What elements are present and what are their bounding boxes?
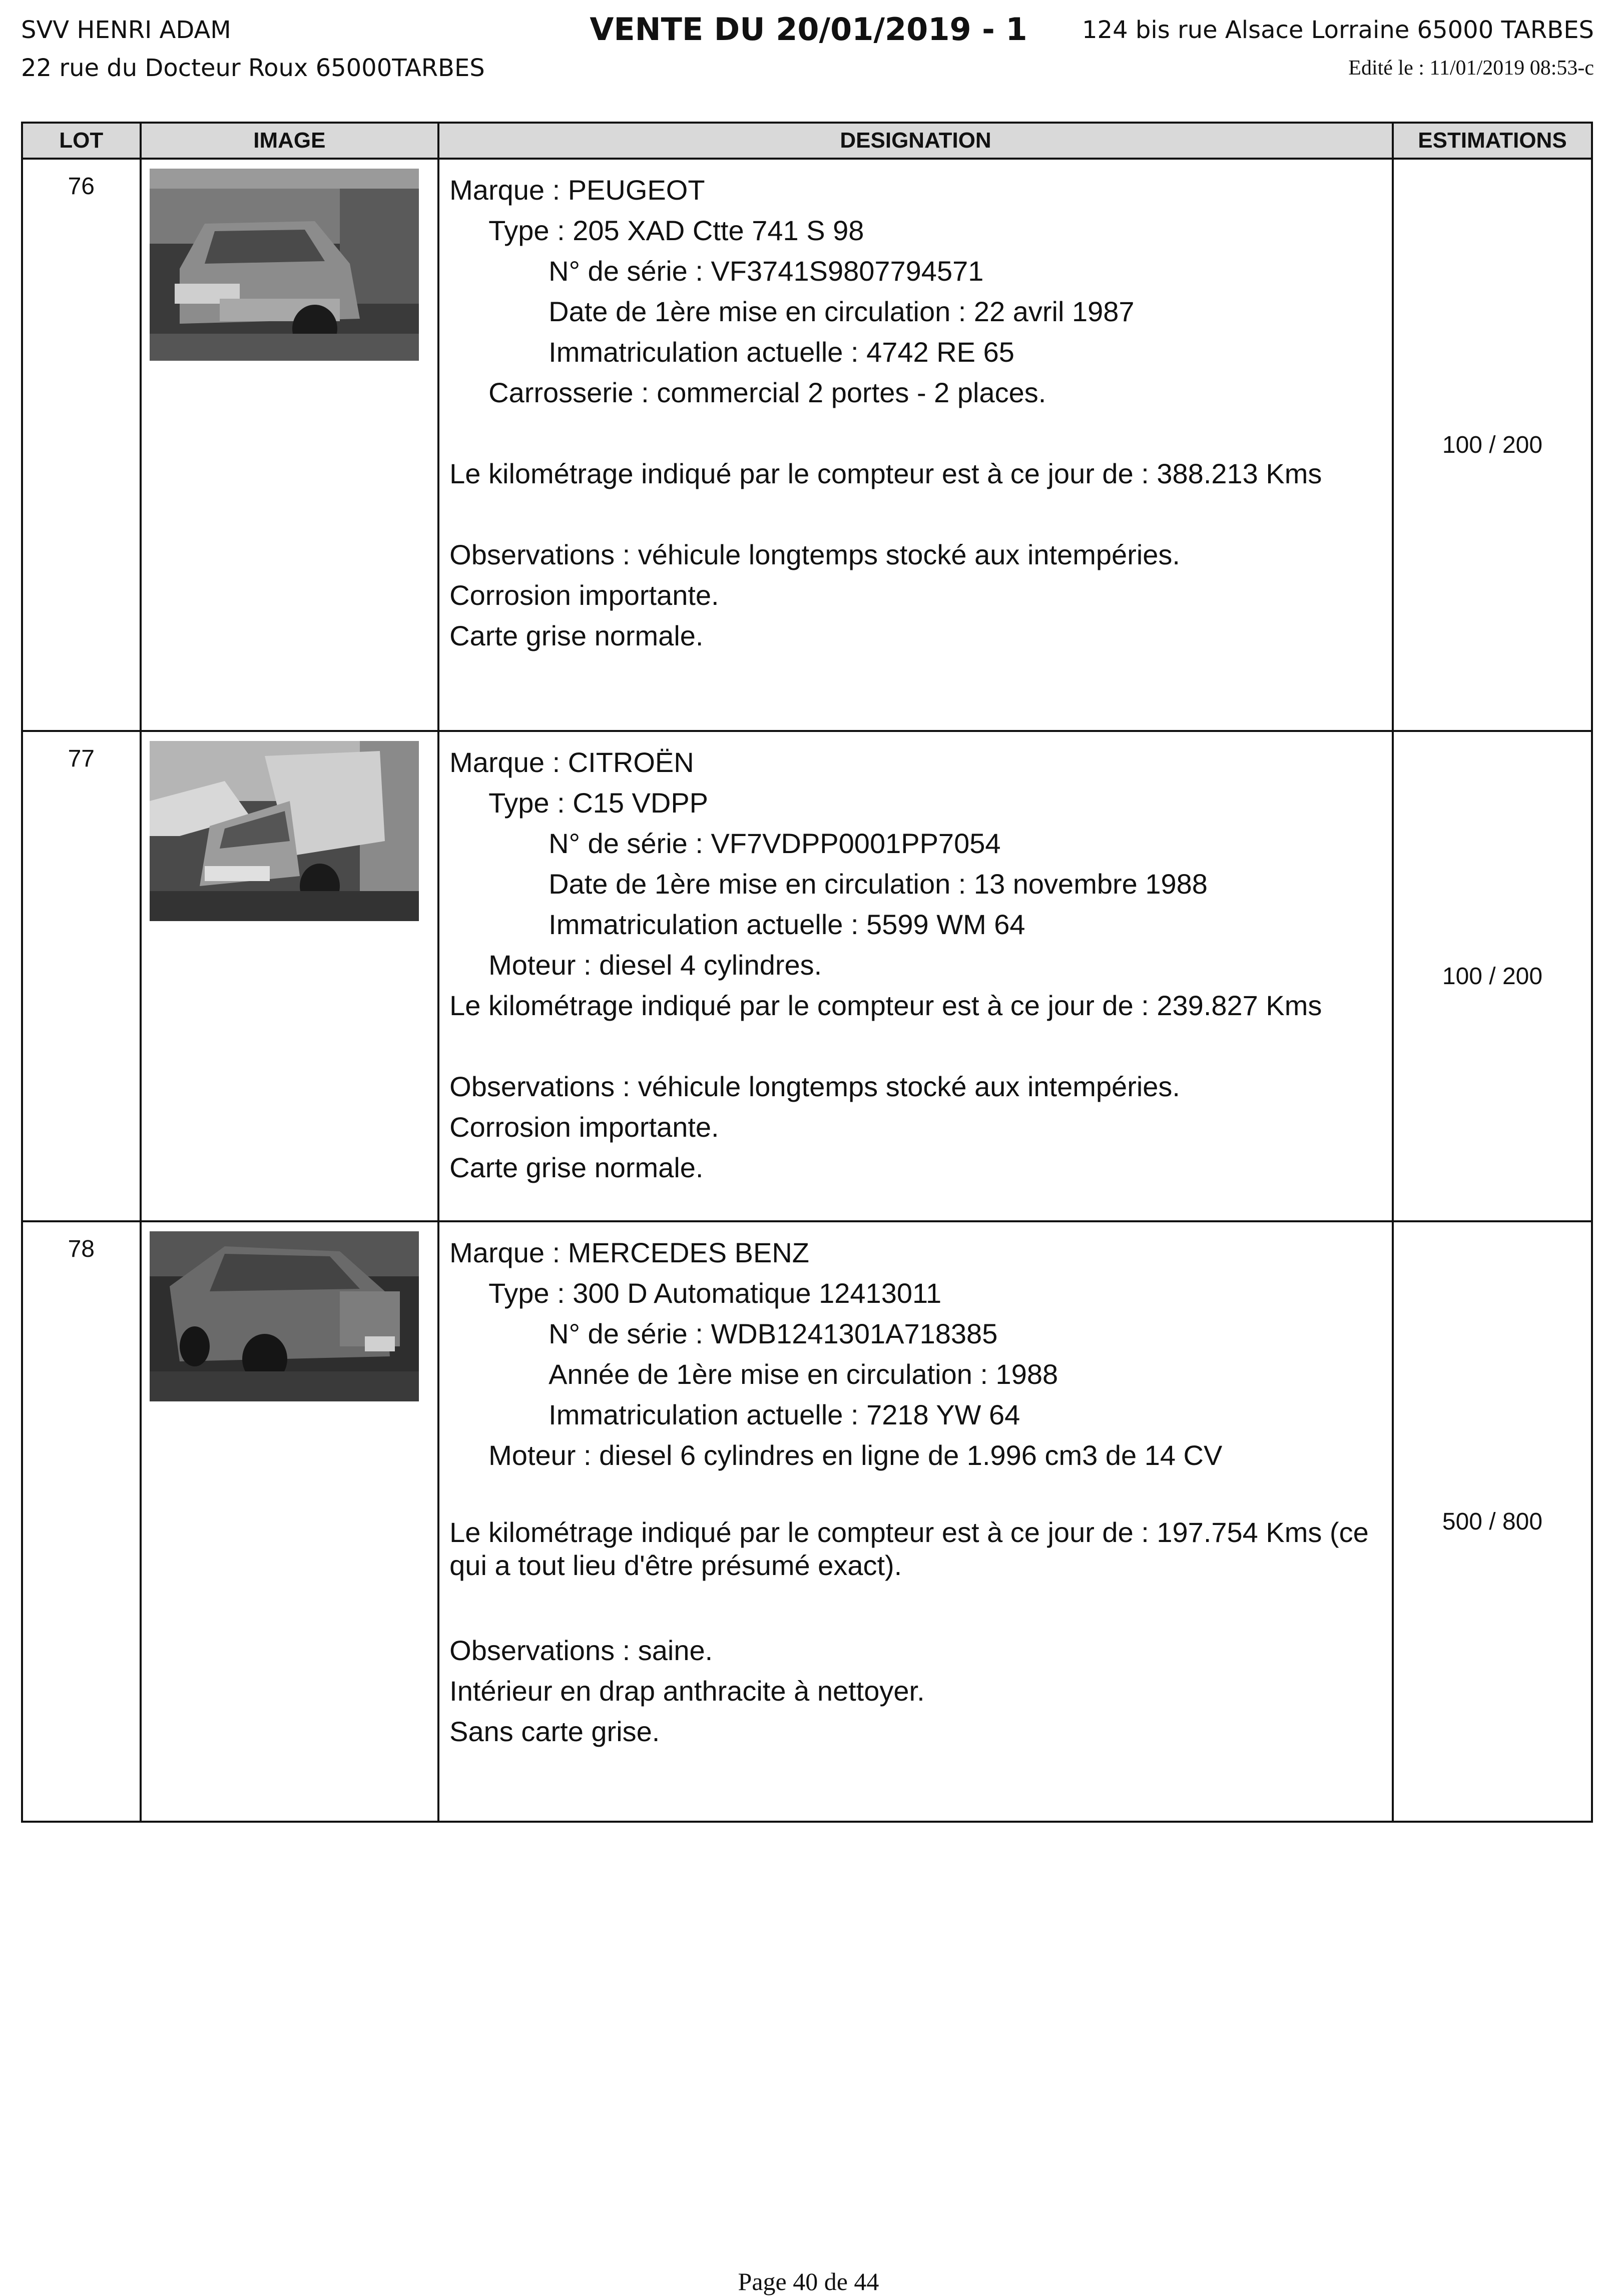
car-photo-icon — [150, 1231, 419, 1401]
designation-immatriculation: Immatriculation actuelle : 4742 RE 65 — [549, 336, 1014, 368]
table-row — [22, 731, 1592, 1221]
designation-serie: N° de série : WDB1241301A718385 — [549, 1318, 998, 1349]
lots-table — [21, 122, 1593, 1823]
designation-observation-line: Carte grise normale. — [449, 1152, 704, 1183]
edit-date: Edité le : 11/01/2019 08:53-c — [1348, 57, 1594, 80]
column-header-designation: DESIGNATION — [438, 123, 1393, 159]
designation-serie: N° de série : VF7VDPP0001PP7054 — [549, 828, 1001, 859]
designation-moteur: Moteur : diesel 4 cylindres. — [488, 949, 822, 981]
designation-kilometrage: Le kilométrage indiqué par le compteur est à ce jour de : 197.754 Kms (ce qui a tout lieu d'être présumé exact). — [449, 1516, 1369, 1581]
sale-address: 124 bis rue Alsace Lorraine 65000 TARBES — [1082, 16, 1594, 44]
designation-serie: N° de série : VF3741S9807794571 — [549, 255, 984, 287]
company-street: 22 rue du Docteur Roux 65000TARBES — [21, 54, 485, 82]
designation-observation-line: Corrosion importante. — [449, 1111, 719, 1143]
lot-image-cell — [141, 159, 439, 731]
lot-number: 76 — [22, 159, 141, 731]
designation-date: Date de 1ère mise en circulation : 22 avril 1987 — [549, 296, 1135, 327]
lot-estimation: 100 / 200 — [1393, 731, 1592, 1221]
designation-observation-line: Sans carte grise. — [449, 1716, 660, 1747]
lot-designation — [438, 731, 1393, 1221]
designation-observations: Observations : saine. — [449, 1635, 713, 1666]
car-photo-icon — [150, 741, 419, 921]
designation-immatriculation: Immatriculation actuelle : 5599 WM 64 — [549, 909, 1025, 940]
designation-carrosserie: Carrosserie : commercial 2 portes - 2 places. — [488, 377, 1046, 408]
designation-observations: Observations : véhicule longtemps stocké aux intempéries. — [449, 1071, 1180, 1102]
designation-type: Type : 205 XAD Ctte 741 S 98 — [488, 215, 864, 246]
designation-type: Type : C15 VDPP — [488, 787, 709, 819]
designation-observations: Observations : véhicule longtemps stocké aux intempéries. — [449, 539, 1180, 570]
designation-marque: Marque : MERCEDES BENZ — [449, 1237, 809, 1268]
lot-number: 78 — [22, 1221, 141, 1822]
designation-immatriculation: Immatriculation actuelle : 7218 YW 64 — [549, 1399, 1020, 1430]
company-name: SVV HENRI ADAM — [21, 16, 231, 44]
designation-marque: Marque : PEUGEOT — [449, 174, 705, 206]
page-number: Page 40 de 44 — [738, 2267, 879, 2295]
designation-type: Type : 300 D Automatique 12413011 — [488, 1277, 942, 1309]
sale-title: VENTE DU 20/01/2019 - 1 — [590, 11, 1027, 48]
lot-designation — [438, 1221, 1393, 1822]
designation-marque: Marque : CITROËN — [449, 746, 694, 778]
table-row — [22, 159, 1592, 731]
table-header-row — [22, 123, 1592, 159]
lot-estimation: 500 / 800 — [1393, 1221, 1592, 1822]
lot-image-cell — [141, 731, 439, 1221]
designation-date: Année de 1ère mise en circulation : 1988 — [549, 1358, 1058, 1390]
designation-moteur: Moteur : diesel 6 cylindres en ligne de 1.996 cm3 de 14 CV — [488, 1439, 1223, 1471]
column-header-lot: LOT — [22, 123, 141, 159]
designation-observation-line: Corrosion importante. — [449, 579, 719, 611]
designation-date: Date de 1ère mise en circulation : 13 novembre 1988 — [549, 868, 1208, 900]
lot-designation — [438, 159, 1393, 731]
car-photo-icon — [150, 169, 419, 361]
table-row — [22, 1221, 1592, 1822]
lot-estimation: 100 / 200 — [1393, 159, 1592, 731]
lot-number: 77 — [22, 731, 141, 1221]
designation-kilometrage: Le kilométrage indiqué par le compteur est à ce jour de : 239.827 Kms — [449, 990, 1322, 1021]
column-header-image: IMAGE — [141, 123, 439, 159]
designation-observation-line: Carte grise normale. — [449, 620, 704, 651]
column-header-estimations: ESTIMATIONS — [1393, 123, 1592, 159]
lot-image-cell — [141, 1221, 439, 1822]
designation-kilometrage: Le kilométrage indiqué par le compteur est à ce jour de : 388.213 Kms — [449, 458, 1322, 489]
designation-observation-line: Intérieur en drap anthracite à nettoyer. — [449, 1675, 925, 1707]
